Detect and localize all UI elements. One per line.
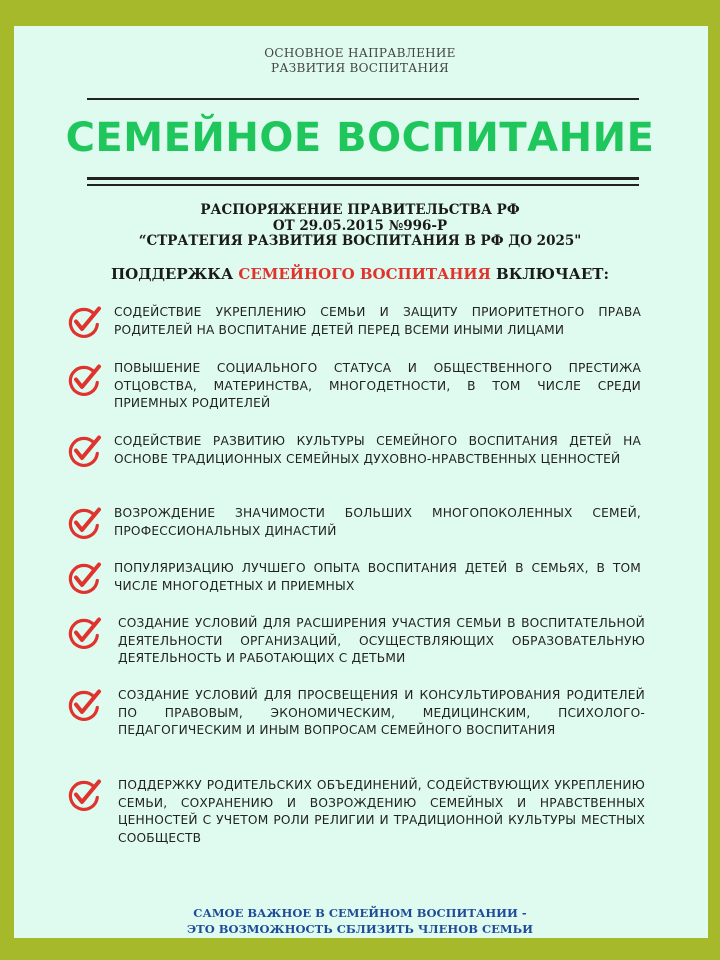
top-caption-line1: ОСНОВНОЕ НАПРАВЛЕНИЕ — [264, 46, 456, 60]
decree-line3: “СТРАТЕГИЯ РАЗВИТИЯ ВОСПИТАНИЯ В РФ ДО 2025" — [138, 233, 582, 249]
check-circle-icon — [66, 304, 102, 340]
title-bottom-rule-thick — [87, 177, 639, 180]
check-circle-icon — [66, 505, 102, 541]
footer-line1: САМОЕ ВАЖНОЕ В СЕМЕЙНОМ ВОСПИТАНИИ - — [193, 906, 527, 920]
section-subhead — [0, 265, 720, 283]
check-circle-icon — [66, 777, 102, 813]
decree-line1: РАСПОРЯЖЕНИЕ ПРАВИТЕЛЬСТВА РФ — [200, 202, 520, 218]
page-title: СЕМЕЙНОЕ ВОСПИТАНИЕ — [65, 115, 655, 161]
list-item-text: ПОВЫШЕНИЕ СОЦИАЛЬНОГО СТАТУСА И ОБЩЕСТВЕННОГО ПРЕСТИЖА ОТЦОВСТВА, МАТЕРИНСТВА, МНОГОДЕТНОСТИ, В ТОМ ЧИСЛЕ СРЕДИ ПРИЕМНЫХ РОДИТЕЛЕЙ — [114, 361, 641, 410]
subhead-prefix: ПОДДЕРЖКА — [111, 265, 239, 283]
check-circle-icon — [66, 687, 102, 723]
top-caption-line2: РАЗВИТИЯ ВОСПИТАНИЯ — [270, 61, 450, 75]
top-caption — [0, 46, 720, 76]
list-item-text: ПОПУЛЯРИЗАЦИЮ ЛУЧШЕГО ОПЫТА ВОСПИТАНИЯ ДЕТЕЙ В СЕМЬЯХ, В ТОМ ЧИСЛЕ МНОГОДЕТНЫХ И ПРИЕМНЫХ — [114, 561, 641, 593]
list-item-text: ВОЗРОЖДЕНИЕ ЗНАЧИМОСТИ БОЛЬШИХ МНОГОПОКОЛЕННЫХ СЕМЕЙ, ПРОФЕССИОНАЛЬНЫХ ДИНАСТИЙ — [114, 506, 641, 538]
check-circle-icon — [66, 615, 102, 651]
check-circle-icon — [66, 560, 102, 596]
list-item-text: СОЗДАНИЕ УСЛОВИЙ ДЛЯ РАСШИРЕНИЯ УЧАСТИЯ СЕМЬИ В ВОСПИТАТЕЛЬНОЙ ДЕЯТЕЛЬНОСТИ ОРГАНИЗАЦИЙ, ОСУЩЕСТВЛЯЮЩИХ ОБРАЗОВАТЕЛЬНУЮ ДЕЯТЕЛЬНОСТЬ И РАБОТАЮЩИХ С ДЕТЬМИ — [118, 616, 645, 665]
footer-line2: ЭТО ВОЗМОЖНОСТЬ СБЛИЗИТЬ ЧЛЕНОВ СЕМЬИ — [187, 922, 533, 936]
title-top-rule — [87, 98, 639, 100]
check-circle-icon — [66, 433, 102, 469]
subhead-suffix: ВКЛЮЧАЕТ: — [490, 265, 609, 283]
decree-line2: ОТ 29.05.2015 №996-Р — [272, 217, 448, 234]
list-item-text: СОЗДАНИЕ УСЛОВИЙ ДЛЯ ПРОСВЕЩЕНИЯ И КОНСУЛЬТИРОВАНИЯ РОДИТЕЛЕЙ ПО ПРАВОВЫМ, ЭКОНОМИЧЕСКИМ, МЕДИЦИНСКИМ, ПСИХОЛОГО-ПЕДАГОГИЧЕСКИМ И ИНЫМ ВОПРОСАМ СЕМЕЙНОГО ВОСПИТАНИЯ — [118, 688, 645, 737]
decree-block — [0, 203, 720, 250]
check-circle-icon — [66, 362, 102, 398]
title-bottom-rule-thin — [87, 184, 639, 186]
footer-motto — [0, 905, 720, 937]
list-item-text: СОДЕЙСТВИЕ РАЗВИТИЮ КУЛЬТУРЫ СЕМЕЙНОГО ВОСПИТАНИЯ ДЕТЕЙ НА ОСНОВЕ ТРАДИЦИОННЫХ СЕМЕЙНЫХ ДУХОВНО-НРАВСТВЕННЫХ ЦЕННОСТЕЙ — [114, 434, 641, 466]
list-item-text: СОДЕЙСТВИЕ УКРЕПЛЕНИЮ СЕМЬИ И ЗАЩИТУ ПРИОРИТЕТНОГО ПРАВА РОДИТЕЛЕЙ НА ВОСПИТАНИЕ ДЕТЕЙ ПЕРЕД ВСЕМИ ИНЫМИ ЛИЦАМИ — [114, 305, 641, 337]
list-item-text: ПОДДЕРЖКУ РОДИТЕЛЬСКИХ ОБЪЕДИНЕНИЙ, СОДЕЙСТВУЮЩИХ УКРЕПЛЕНИЮ СЕМЬИ, СОХРАНЕНИЮ И ВОЗРОЖДЕНИЮ СЕМЕЙНЫХ И НРАВСТВЕННЫХ ЦЕННОСТЕЙ С УЧЕТОМ РОЛИ РЕЛИГИИ И ТРАДИЦИОННОЙ КУЛЬТУРЫ МЕСТНЫХ СООБЩЕСТВ — [118, 778, 645, 845]
subhead-accent: СЕМЕЙНОГО ВОСПИТАНИЯ — [238, 265, 491, 283]
